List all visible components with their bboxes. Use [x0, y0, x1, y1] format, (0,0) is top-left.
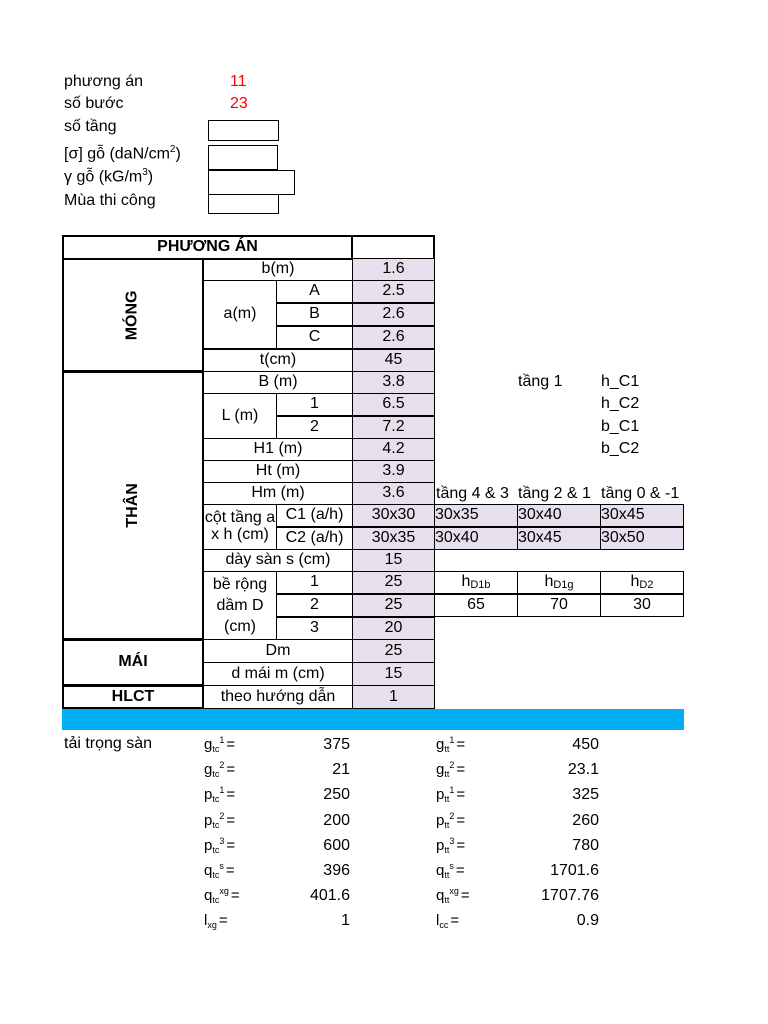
- table-header-value: [351, 235, 435, 260]
- tier-header-0-m1: tầng 0 & -1: [601, 486, 680, 502]
- than-cot-label: cột tầng a x h (cm): [203, 504, 277, 550]
- load-left-value: 600: [323, 836, 350, 854]
- load-symbol-sub: tt: [444, 769, 450, 780]
- mong-a-value-A: 2.5: [352, 280, 435, 303]
- mong-a-label: a(m): [203, 280, 277, 349]
- load-symbol-sup: xg: [449, 886, 459, 897]
- than-L-value-1: 6.5: [352, 393, 435, 416]
- than-B-value: 3.8: [352, 371, 435, 394]
- tang1-label: tầng 1: [518, 373, 563, 390]
- load-equals: =: [226, 786, 236, 804]
- load-right-symbol: [436, 911, 459, 930]
- tier-header-4-3: tầng 4 & 3: [436, 485, 509, 502]
- load-right-value: 1707.76: [541, 887, 599, 905]
- load-symbol-sub: tc: [212, 744, 220, 754]
- than-L-label: L (m): [203, 393, 277, 439]
- than-cot-value-C1: 30x30: [352, 504, 435, 527]
- load-symbol-sup: 1: [219, 735, 225, 745]
- than-dam-key-2: 2: [276, 594, 353, 617]
- load-symbol-base: l: [436, 912, 440, 930]
- section-mong: MÓNG: [62, 258, 204, 372]
- mong-t-label: t(cm): [203, 349, 353, 372]
- loads-title: tải trọng sàn: [64, 735, 153, 752]
- gamma-go-input[interactable]: [208, 170, 295, 195]
- than-B-label: B (m): [203, 371, 353, 394]
- tier-header-2-1: tầng 2 & 1: [518, 485, 591, 502]
- b-c1-label: b_C1: [601, 418, 640, 435]
- load-right-value: 1701.6: [550, 862, 599, 879]
- load-symbol-sup: xg: [219, 886, 229, 897]
- load-right-value: 450: [572, 736, 599, 753]
- label-so-buoc: số bước: [64, 95, 124, 112]
- load-symbol-base: g: [436, 736, 445, 753]
- load-left-value: 21: [332, 761, 350, 779]
- than-Hm-label: Hm (m): [203, 482, 353, 505]
- load-symbol-sup: 2: [219, 760, 225, 771]
- load-symbol-sub: tc: [212, 794, 220, 805]
- load-equals: =: [226, 736, 236, 753]
- cot-C2-tier-4-3: 30x40: [434, 527, 518, 550]
- mong-t-value: 45: [352, 349, 435, 372]
- sigma-go-input[interactable]: [208, 145, 278, 170]
- mong-a-value-B: 2.6: [352, 303, 435, 326]
- load-symbol-sub: cc: [439, 920, 449, 931]
- load-equals: =: [450, 912, 460, 930]
- load-symbol-sup: 2: [449, 810, 455, 821]
- than-H1-label: H1 (m): [203, 438, 353, 461]
- mai-d-value: 15: [352, 662, 435, 686]
- load-right-value: 23.1: [567, 761, 599, 779]
- load-right-symbol: [436, 861, 465, 880]
- than-dam-value-2: 25: [352, 594, 435, 617]
- load-symbol-base: q: [436, 887, 445, 905]
- load-right-symbol: [436, 735, 465, 754]
- label-so-tang: số tầng: [64, 118, 117, 135]
- cot-C1-tier-2-1: 30x40: [517, 504, 601, 527]
- mua-thi-cong-input[interactable]: [208, 194, 279, 214]
- mai-Dm-value: 25: [352, 639, 435, 663]
- load-equals: =: [456, 811, 466, 829]
- load-left-value: 1: [341, 912, 350, 930]
- load-equals: =: [460, 887, 470, 905]
- than-dam-value-1: 25: [352, 571, 435, 594]
- value-so-buoc: 23: [230, 95, 248, 112]
- load-symbol-base: g: [436, 761, 445, 779]
- than-dam-value-3: 20: [352, 617, 435, 640]
- load-symbol-sup: 1: [219, 785, 225, 796]
- load-symbol-base: g: [204, 761, 213, 779]
- cot-C2-tier-0-m1: 30x50: [600, 527, 684, 550]
- label-phuong-an: phương án: [64, 73, 144, 90]
- load-left-value: 375: [323, 736, 350, 753]
- than-san-label: dày sàn s (cm): [203, 549, 353, 572]
- than-dam-key-3: 3: [276, 617, 353, 640]
- load-symbol-base: p: [436, 811, 445, 829]
- load-left-value: 396: [323, 862, 350, 879]
- load-symbol-sup: 3: [219, 835, 225, 846]
- h-header-d1b: hD1b: [434, 571, 518, 594]
- than-san-value: 15: [352, 549, 435, 572]
- than-cot-key-C2: C2 (a/h): [276, 527, 353, 550]
- than-Ht-label: Ht (m): [203, 460, 353, 483]
- label-sigma-go: [σ] gỗ $(daN/cm^2)$: [64, 144, 181, 163]
- load-symbol-base: q: [204, 862, 213, 879]
- load-right-value: 0.9: [576, 912, 599, 930]
- so-tang-input[interactable]: [208, 120, 279, 141]
- load-equals: =: [226, 836, 236, 854]
- load-equals: =: [226, 811, 236, 829]
- h-value-d1g: 70: [517, 594, 601, 617]
- load-symbol-sub: tt: [444, 844, 450, 855]
- mong-b-label: b(m): [203, 258, 353, 281]
- value-phuong-an: 11: [230, 73, 247, 90]
- label-gamma-go: γ gỗ $(kG/m^3)$: [64, 167, 154, 186]
- than-L-key-2: 2: [276, 416, 353, 439]
- mai-d-label: d mái m (cm): [203, 662, 353, 686]
- load-symbol-base: p: [204, 811, 213, 829]
- load-symbol-sub: tc: [212, 870, 220, 880]
- section-mai: MÁI: [62, 639, 204, 686]
- load-right-value: 780: [572, 836, 599, 854]
- mai-Dm-label: Dm: [203, 639, 353, 663]
- h-header-d1g: hD1g: [517, 571, 601, 594]
- load-right-value: 325: [572, 786, 599, 804]
- load-left-symbol: [204, 911, 228, 930]
- load-right-symbol: [436, 836, 465, 855]
- b-c2-label: b_C2: [601, 440, 640, 457]
- load-symbol-base: p: [436, 836, 445, 854]
- load-symbol-base: l: [204, 912, 208, 930]
- than-Ht-value: 3.9: [352, 460, 435, 483]
- load-symbol-base: p: [436, 786, 445, 804]
- table-header: PHƯƠNG ÁN: [62, 235, 353, 260]
- h-header-d2: hD2: [600, 571, 684, 594]
- load-symbol-sub: tt: [444, 870, 450, 880]
- section-hlct: HLCT: [62, 685, 204, 709]
- load-symbol-sub: xg: [207, 920, 217, 931]
- load-left-value: 401.6: [309, 887, 350, 905]
- load-symbol-sup: 2: [219, 810, 225, 821]
- load-symbol-sup: 1: [449, 735, 455, 745]
- load-symbol-sub: tt: [444, 819, 450, 830]
- load-equals: =: [456, 836, 466, 854]
- load-right-symbol: [436, 886, 470, 905]
- load-symbol-sup: 1: [449, 785, 455, 796]
- mong-a-key-A: A: [276, 280, 353, 303]
- load-equals: =: [218, 912, 228, 930]
- than-H1-value: 4.2: [352, 438, 435, 461]
- load-symbol-sub: tt: [444, 794, 450, 805]
- hlct-sub-label: theo hướng dẫn: [203, 685, 353, 709]
- than-cot-key-C1: C1 (a/h): [276, 504, 353, 527]
- load-symbol-sub: tt: [444, 895, 450, 906]
- load-symbol-sub: tc: [212, 895, 220, 906]
- h-c1-label: h_C1: [601, 373, 640, 390]
- load-equals: =: [456, 786, 466, 804]
- hlct-value: 1: [352, 685, 435, 709]
- load-right-symbol: [436, 760, 465, 779]
- mong-a-key-C: C: [276, 326, 353, 349]
- load-left-value: 250: [323, 786, 350, 804]
- load-equals: =: [456, 761, 466, 779]
- mong-a-value-C: 2.6: [352, 326, 435, 349]
- load-symbol-sub: tt: [444, 744, 450, 754]
- load-symbol-sub: tc: [212, 819, 220, 830]
- load-right-symbol: [436, 811, 465, 830]
- than-L-key-1: 1: [276, 393, 353, 416]
- than-dam-label: bề rộng dầm D (cm): [203, 571, 277, 640]
- load-equals: =: [455, 862, 465, 879]
- load-left-value: 200: [323, 811, 350, 829]
- h-c2-label: h_C2: [601, 395, 640, 412]
- load-symbol-sup: 2: [449, 760, 455, 771]
- section-divider: [62, 709, 684, 730]
- load-symbol-base: q: [204, 887, 213, 905]
- h-value-d1b: 65: [434, 594, 518, 617]
- load-symbol-base: q: [436, 862, 445, 879]
- than-L-value-2: 7.2: [352, 416, 435, 439]
- than-Hm-value: 3.6: [352, 482, 435, 505]
- load-right-symbol: [436, 785, 465, 804]
- load-symbol-sup: s: [449, 861, 454, 871]
- cot-C2-tier-2-1: 30x45: [517, 527, 601, 550]
- load-equals: =: [456, 736, 466, 753]
- section-than: THÂN: [62, 371, 204, 640]
- load-equals: =: [226, 761, 236, 779]
- load-symbol-base: p: [204, 786, 213, 804]
- load-right-value: 260: [572, 811, 599, 829]
- cot-C1-tier-4-3: 30x35: [434, 504, 518, 527]
- mong-b-value: 1.6: [352, 258, 435, 281]
- load-equals: =: [225, 862, 235, 879]
- load-symbol-sub: tc: [212, 844, 220, 855]
- load-equals: =: [230, 887, 240, 905]
- than-cot-value-C2: 30x35: [352, 527, 435, 550]
- than-dam-key-1: 1: [276, 571, 353, 594]
- label-mua-thi-cong: Mùa thi công: [64, 192, 156, 209]
- load-symbol-base: g: [204, 736, 213, 753]
- load-symbol-sup: s: [219, 861, 224, 871]
- load-symbol-base: p: [204, 836, 213, 854]
- mong-a-key-B: B: [276, 303, 353, 326]
- load-symbol-sub: tc: [212, 769, 220, 780]
- h-value-d2: 30: [600, 594, 684, 617]
- load-symbol-sup: 3: [449, 835, 455, 846]
- cot-C1-tier-0-m1: 30x45: [600, 504, 684, 527]
